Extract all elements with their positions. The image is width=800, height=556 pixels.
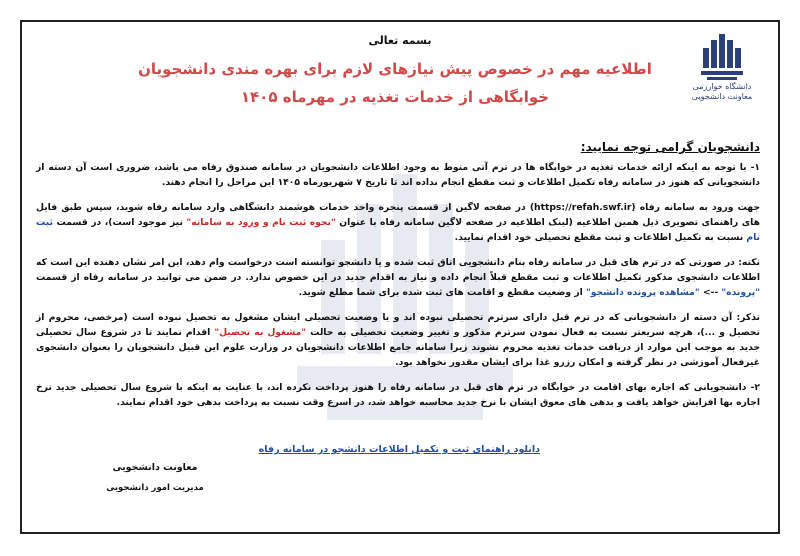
download-guide-link[interactable]: دانلود راهنمای ثبت و تکمیل اطلاعات دانشجو در سامانه رفاه xyxy=(258,444,540,455)
basmala: بسمه تعالی xyxy=(368,34,432,47)
p4-text-1: تذکر: آن دسته از دانشجویانی که در ترم قبل دارای سرترم تحصیلی نبوده اند و یا وضعیت تحصیلی ایشان مشغول به تحصیل نبوده است (مرخصی، محروم از تحصیل و ...)، هرچه سریعتر نسبت به فعال نمودن سرترم مذکور و تغییر وضعیت تحصیلی به حالت xyxy=(36,312,760,338)
p3-text-2: از وضعیت مقطع و اقامت های ثبت شده برای شما مطلع شوید. xyxy=(298,287,586,298)
paragraph-1: ۱- با توجه به اینکه ارائه خدمات تغذیه در خوابگاه ها در ترم آتی منوط به وجود اطلاعات دانشجویان در سامانه صندوق رفاه می باشد، ضروری است آن دسته از دانشجویانی که هنوز در سامانه رفاه تکمیل اطلاعات و ثبت مقطع انجام نداده اند تا تاریخ ۷ شهریورماه ۱۴۰۵ این مراحل را انجام دهند. xyxy=(36,162,760,188)
p2-text-4: نسبت به تکمیل اطلاعات و ثبت مقطع تحصیلی خود اقدام نمایید. xyxy=(454,232,747,243)
notice-title-line1: اطلاعیه مهم در خصوص پیش نیازهای لازم برای بهره مندی دانشجویان xyxy=(138,60,652,78)
greeting: دانشجویان گرامی توجه نمایید: xyxy=(580,140,760,154)
p2-text-2: ) در صفحه لاگین از قسمت پنجره واحد خدمات هوشمند دانشگاهی وارد سامانه رفاه شوید، سپس طبق فایل های راهنمای تصویری ذیل همین اطلاعیه (لینک اطلاعیه در صفحه لاگین سامانه رفاه با عنوان xyxy=(36,202,760,228)
p3-text-1: نکته: در صورتی که در ترم های قبل در سامانه رفاه بنام دانشجویی اتاق ثبت شده و یا دانشجو توانسته است درخواست وام دهد، این امر نشان دهنده این است که اطلاعات دانشجوی مذکور تکمیل اطلاعات و ثبت مقطع قبلاً انجام داده و نیاز به اقدام جدید در این خصوص ندارد. در ضمن می توانید در سامانه رفاه از قسمت xyxy=(36,257,760,283)
signature-office: معاونت دانشجویی xyxy=(112,462,198,473)
p3-arrow: <-- xyxy=(699,287,722,298)
refah-url: https://refah.swf.ir xyxy=(534,202,632,213)
logo-name: دانشگاه خوارزمی xyxy=(692,82,752,91)
p2-text-1: جهت ورود به سامانه رفاه ( xyxy=(631,202,760,213)
p3-view-file-keyword: "مشاهده پرونده دانشجو" xyxy=(585,287,700,298)
p2-text-3: نیز موجود است)، در قسمت xyxy=(52,217,187,228)
paragraph-5: ۲- دانشجویانی که اجاره بهای اقامت در خوابگاه در ترم های قبل در سامانه رفاه را هنوز پرداخت نکرده اند، با عنایت به اینکه با شروع سال تحصیلی جدید نرخ اجاره بها افزایش خواهد یافت و بدهی های معوق ایشان با نرخ جدید محاسبه خواهد شد، در اسرع وقت نسبت به پرداخت بدهی خود اقدام نمایند. xyxy=(36,382,760,408)
p4-text-2: اقدام نمایند تا در شروع سال تحصیلی جدید به موجب این موارد از دریافت خدمات تغذیه محروم نشوند زیرا سامانه جامع اطلاعات دانشجویان در وزارت علوم این قبیل دانشجویان را بعنوان دانشجوی غیرفعال آموزشی در نظر گرفته و امکان رزرو غذا برای ایشان مقدور نخواهد بود. xyxy=(36,327,760,368)
notice-body xyxy=(36,160,760,420)
p2-register-keyword: ثبت نام xyxy=(36,217,760,243)
signature-block xyxy=(100,462,210,493)
signature-department: مدیریت امور دانشجویی xyxy=(106,483,204,493)
logo-department: معاونت دانشجویی xyxy=(691,92,753,101)
p3-file-keyword: "پرونده" xyxy=(721,287,760,298)
p4-studying-keyword: "مشغول به تحصیل" xyxy=(214,327,307,338)
p2-guide-title: "نحوه ثبت نام و ورود به سامانه" xyxy=(186,217,336,228)
notice-title-line2: خوابگاهی از خدمات تغذیه در مهرماه ۱۴۰۵ xyxy=(240,88,550,106)
paragraph-3 xyxy=(36,255,760,300)
paragraph-2 xyxy=(36,200,760,245)
paragraph-4 xyxy=(36,310,760,370)
